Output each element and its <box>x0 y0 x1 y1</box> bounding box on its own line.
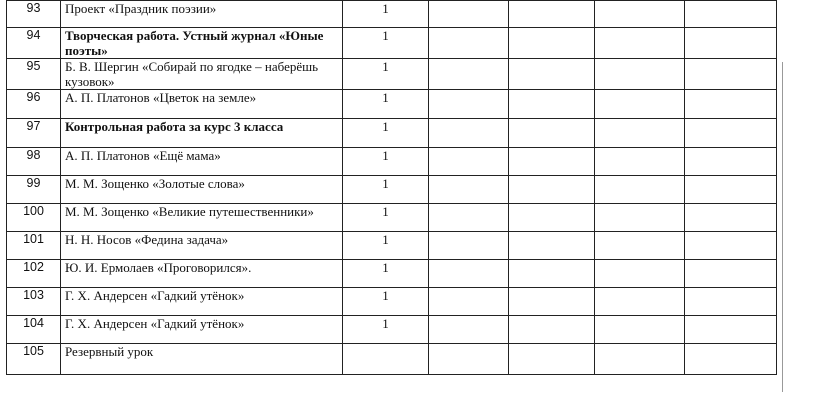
row-number: 98 <box>7 148 61 176</box>
empty-cell <box>429 59 509 90</box>
row-number: 101 <box>7 232 61 260</box>
hours-value: 1 <box>382 59 389 74</box>
lesson-topic: Ю. И. Ермолаев «Проговорился». <box>61 260 343 288</box>
empty-cell <box>685 90 777 119</box>
lesson-hours <box>343 176 429 204</box>
table-row <box>7 176 777 204</box>
empty-cell <box>685 119 777 148</box>
empty-cell <box>509 1 595 28</box>
empty-cell <box>685 344 777 375</box>
row-number: 103 <box>7 288 61 316</box>
empty-cell <box>509 204 595 232</box>
table-row <box>7 59 777 90</box>
lesson-hours <box>343 90 429 119</box>
empty-cell <box>685 316 777 344</box>
table-row <box>7 28 777 59</box>
empty-cell <box>509 59 595 90</box>
table-row <box>7 90 777 119</box>
empty-cell <box>509 90 595 119</box>
lesson-topic: А. П. Платонов «Цветок на земле» <box>61 90 343 119</box>
row-number: 96 <box>7 90 61 119</box>
lesson-topic: Б. В. Шергин «Собирай по ягодке – наберёшь кузовок» <box>61 59 343 90</box>
hours-value: 1 <box>382 204 389 219</box>
empty-cell <box>595 344 685 375</box>
empty-cell <box>429 28 509 59</box>
empty-cell <box>429 90 509 119</box>
lesson-hours <box>343 59 429 90</box>
lesson-hours <box>343 1 429 28</box>
empty-cell <box>429 148 509 176</box>
empty-cell <box>595 59 685 90</box>
row-number: 95 <box>7 59 61 90</box>
row-number: 99 <box>7 176 61 204</box>
lesson-topic: М. М. Зощенко «Великие путешественники» <box>61 204 343 232</box>
lesson-topic: Н. Н. Носов «Федина задача» <box>61 232 343 260</box>
empty-cell <box>429 288 509 316</box>
empty-cell <box>509 316 595 344</box>
hours-value: 1 <box>382 176 389 191</box>
empty-cell <box>429 119 509 148</box>
table-row <box>7 344 777 375</box>
empty-cell <box>595 288 685 316</box>
row-number: 105 <box>7 344 61 375</box>
lesson-hours <box>343 148 429 176</box>
table-row <box>7 119 777 148</box>
empty-cell <box>595 1 685 28</box>
hours-value: 1 <box>382 232 389 247</box>
empty-cell <box>595 90 685 119</box>
empty-cell <box>685 288 777 316</box>
empty-cell <box>509 148 595 176</box>
hours-value: 1 <box>382 288 389 303</box>
empty-cell <box>595 119 685 148</box>
empty-cell <box>685 232 777 260</box>
lesson-topic: Проект «Праздник поэзии» <box>61 1 343 28</box>
lesson-topic: Г. Х. Андерсен «Гадкий утёнок» <box>61 288 343 316</box>
lesson-hours <box>343 204 429 232</box>
hours-value: 1 <box>382 316 389 331</box>
lesson-hours <box>343 316 429 344</box>
row-number: 104 <box>7 316 61 344</box>
empty-cell <box>429 204 509 232</box>
lesson-topic: М. М. Зощенко «Золотые слова» <box>61 176 343 204</box>
empty-cell <box>685 260 777 288</box>
empty-cell <box>685 148 777 176</box>
empty-cell <box>509 344 595 375</box>
empty-cell <box>595 176 685 204</box>
empty-cell <box>509 28 595 59</box>
lesson-hours <box>343 28 429 59</box>
lesson-hours <box>343 260 429 288</box>
empty-cell <box>509 232 595 260</box>
row-number: 100 <box>7 204 61 232</box>
empty-cell <box>429 1 509 28</box>
empty-cell <box>509 260 595 288</box>
lesson-topic: Г. Х. Андерсен «Гадкий утёнок» <box>61 316 343 344</box>
empty-cell <box>509 288 595 316</box>
lesson-hours <box>343 344 429 375</box>
empty-cell <box>509 176 595 204</box>
lesson-topic: Резервный урок <box>61 344 343 375</box>
empty-cell <box>595 260 685 288</box>
empty-cell <box>595 204 685 232</box>
hours-value: 1 <box>382 1 389 16</box>
empty-cell <box>685 176 777 204</box>
empty-cell <box>429 260 509 288</box>
lesson-hours <box>343 119 429 148</box>
empty-cell <box>429 232 509 260</box>
empty-cell <box>685 204 777 232</box>
lesson-hours <box>343 288 429 316</box>
empty-cell <box>685 28 777 59</box>
hours-value: 1 <box>382 90 389 105</box>
hours-value: 1 <box>382 28 389 43</box>
empty-cell <box>509 119 595 148</box>
table-row <box>7 148 777 176</box>
row-number: 94 <box>7 28 61 59</box>
row-number: 93 <box>7 1 61 28</box>
row-number: 102 <box>7 260 61 288</box>
hours-value: 1 <box>382 260 389 275</box>
empty-cell <box>685 59 777 90</box>
hours-value: 1 <box>382 119 389 134</box>
table-row <box>7 260 777 288</box>
lesson-hours <box>343 232 429 260</box>
lesson-plan-table <box>6 0 777 375</box>
table-row <box>7 204 777 232</box>
lesson-topic: А. П. Платонов «Ещё мама» <box>61 148 343 176</box>
table-row <box>7 1 777 28</box>
empty-cell <box>429 344 509 375</box>
empty-cell <box>595 316 685 344</box>
empty-cell <box>595 28 685 59</box>
empty-cell <box>429 176 509 204</box>
lesson-topic: Контрольная работа за курс 3 класса <box>61 119 343 148</box>
lesson-topic: Творческая работа. Устный журнал «Юные поэты» <box>61 28 343 59</box>
empty-cell <box>595 148 685 176</box>
row-number: 97 <box>7 119 61 148</box>
page-edge-line <box>782 62 783 392</box>
table-row <box>7 288 777 316</box>
table-row <box>7 316 777 344</box>
empty-cell <box>429 316 509 344</box>
empty-cell <box>685 1 777 28</box>
hours-value: 1 <box>382 148 389 163</box>
empty-cell <box>595 232 685 260</box>
table-row <box>7 232 777 260</box>
